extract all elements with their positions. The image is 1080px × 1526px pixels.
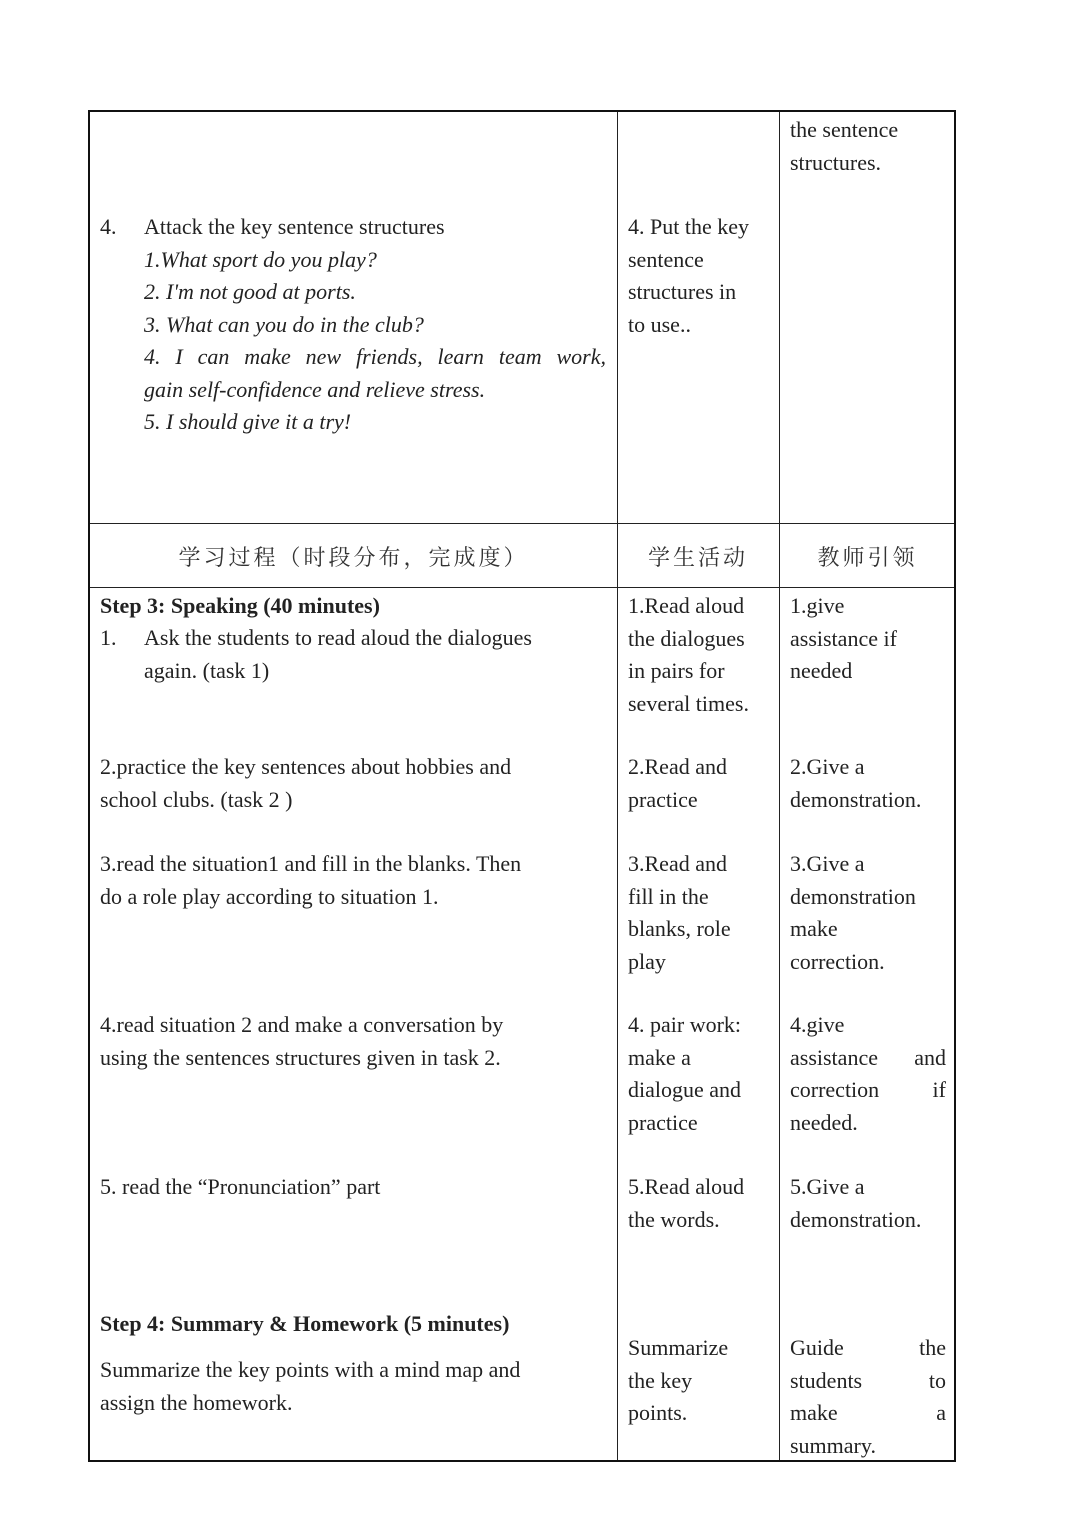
task2-student: 2.Read and practice bbox=[628, 754, 727, 812]
task5-teacher: 5.Give a demonstration. bbox=[790, 1174, 922, 1232]
top-student-cell: 4. Put the key sentence structures in to use.. bbox=[628, 214, 749, 337]
task4-teacher: 4.give assistance and correction if needed. bbox=[790, 1012, 946, 1135]
step4-text: Summarize the key points with a mind map and assign the homework. bbox=[100, 1357, 521, 1415]
task4-text: 4.read situation 2 and make a conversation by using the sentences structures given in task 2. bbox=[100, 1012, 504, 1070]
task1-teacher: 1.give assistance if needed bbox=[790, 593, 897, 683]
step4-student: Summarize the key points. bbox=[628, 1335, 729, 1425]
task1-text: 1. Ask the students to read aloud the dialogues again. (task 1) bbox=[100, 625, 532, 683]
task5-text: 5. read the “Pronunciation” part bbox=[100, 1174, 381, 1199]
lesson-plan-table bbox=[88, 110, 956, 1462]
task2-text: 2.practice the key sentences about hobbies and school clubs. (task 2 ) bbox=[100, 754, 512, 812]
column-divider-2 bbox=[779, 112, 780, 1460]
task3-student: 3.Read and fill in the blanks, role play bbox=[628, 851, 731, 974]
item-title: Attack the key sentence structures bbox=[144, 214, 445, 239]
header-process: 学习过程（时段分布，完成度） bbox=[178, 546, 529, 571]
top-teacher-cell: the sentence structures. bbox=[790, 117, 899, 175]
task5-student: 5.Read aloud the words. bbox=[628, 1174, 745, 1232]
row-divider-header-bottom bbox=[90, 587, 954, 588]
sentence-3: 3. What can you do in the club? bbox=[144, 311, 424, 337]
step4-teacher: Guide the students to make a summary. bbox=[790, 1335, 946, 1458]
top-process-cell bbox=[100, 211, 606, 439]
sentence-2: 2. I'm not good at ports. bbox=[144, 279, 356, 304]
column-divider-1 bbox=[617, 112, 618, 1460]
task4-student: 4. pair work: make a dialogue and practice bbox=[628, 1012, 742, 1135]
sentence-4: 4. I can make new friends, learn team work, bbox=[144, 344, 606, 369]
task3-teacher: 3.Give a demonstration make correction. bbox=[790, 851, 916, 974]
row-divider-header-top bbox=[90, 523, 954, 524]
task1-student: 1.Read aloud the dialogues in pairs for several times. bbox=[628, 593, 749, 716]
task3-text: 3.read the situation1 and fill in the blanks. Then do a role play according to situation 1. bbox=[100, 851, 522, 909]
sentence-4-continued: gain self-confidence and relieve stress. bbox=[144, 376, 486, 402]
header-student: 学生活动 bbox=[647, 546, 748, 571]
step4-title: Step 4: Summary & Homework (5 minutes) bbox=[100, 1311, 510, 1336]
step3-title: Step 3: Speaking (40 minutes) bbox=[100, 593, 380, 618]
task2-teacher: 2.Give a demonstration. bbox=[790, 754, 922, 812]
sentence-5: 5. I should give it a try! bbox=[144, 409, 352, 434]
sentence-1: 1.What sport do you play? bbox=[144, 246, 377, 272]
header-teacher: 教师引领 bbox=[817, 546, 918, 571]
item-number: 4. bbox=[100, 214, 117, 239]
